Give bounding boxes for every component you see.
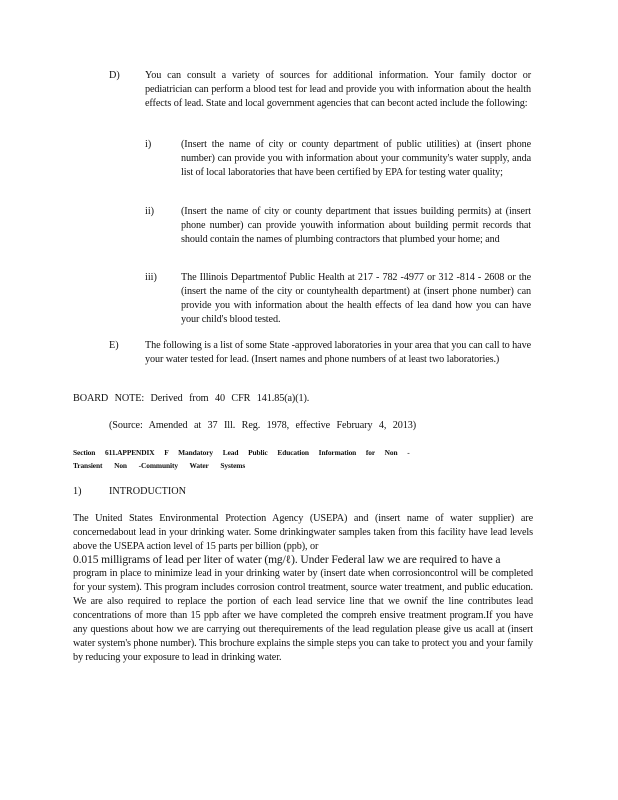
item-e-label: E)	[109, 340, 119, 351]
section-header-line1: Section 611.APPENDIX F Mandatory Lead Public Education Information for Non -	[73, 448, 410, 457]
body-part3: program in place to minimize lead in your drinking water by (insert date when corrosioncontrol will be completed for your system). This program includes corrosion control treatment, source water treatment, and public education. We are also required to replace the portion of each lead service line that we ownif the line contributes lead concentrations of more than 15 ppb after we have completed the compreh ensive treatment program.If you have any questions about how we are carrying out therequirements of the lead regulation please give us acall at (insert water system's phone number). This brochure explains the simple steps you can take to protect you and your family by reducing your exposure to lead in drinking water.	[73, 568, 533, 663]
item-d-text: You can consult a variety of sources for additional information. Your family doctor or pediatrician can perform a blood test for lead and provide you with information about the health effects of lead. State and local government agencies that can becont acted include the following:	[145, 70, 531, 109]
body-part1: The United States Environmental Protection Agency (USEPA) and (insert name of water supplier) are concernedabout lead in your drinking water. Some drinkingwater samples taken from this facility have lead levels above the USEPA action level of 15 parts per billion (ppb), or	[73, 513, 533, 552]
sub-ii-text: (Insert the name of city or county department that issues building permits) at (insert phone number) can provide youwith information about building permit records that should contain the names of plumbing contractors that plumbed your home; and	[181, 206, 531, 245]
sub-i-text: (Insert the name of city or county department of public utilities) at (insert phone number) can provide you with information about your community's water supply, anda list of local laboratories that have been certified by EPA for testing water quality;	[181, 139, 531, 178]
item-e-text: The following is a list of some State -approved laboratories in your area that you can call to have your water tested for lead. (Insert names and phone numbers of at least two laboratories.)	[145, 340, 531, 365]
item-d-label: D)	[109, 70, 120, 81]
source-note: (Source: Amended at 37 Ill. Reg. 1978, effective February 4, 2013)	[109, 420, 417, 431]
sub-ii-label: ii)	[145, 206, 155, 217]
sub-iii-text: The Illinois Departmentof Public Health at 217 - 782 -4977 or 312 -814 - 2608 or the (insert the name of the city or countyhealth department) at (insert phone number) can provide you with information about the health effects of lea dand how you can have your child's blood tested.	[181, 272, 531, 325]
board-note: BOARD NOTE: Derived from 40 CFR 141.85(a)(1).	[73, 393, 310, 404]
body-part2: 0.015 milligrams of lead per liter of water (mg/ℓ). Under Federal law we are required to have a	[73, 554, 501, 566]
sub-i-label: i)	[145, 139, 152, 150]
intro-title: INTRODUCTION	[109, 486, 186, 497]
sub-iii-label: iii)	[145, 272, 157, 283]
section-header-line2: Transient Non -Community Water Systems	[73, 461, 246, 470]
intro-number: 1)	[73, 486, 82, 497]
